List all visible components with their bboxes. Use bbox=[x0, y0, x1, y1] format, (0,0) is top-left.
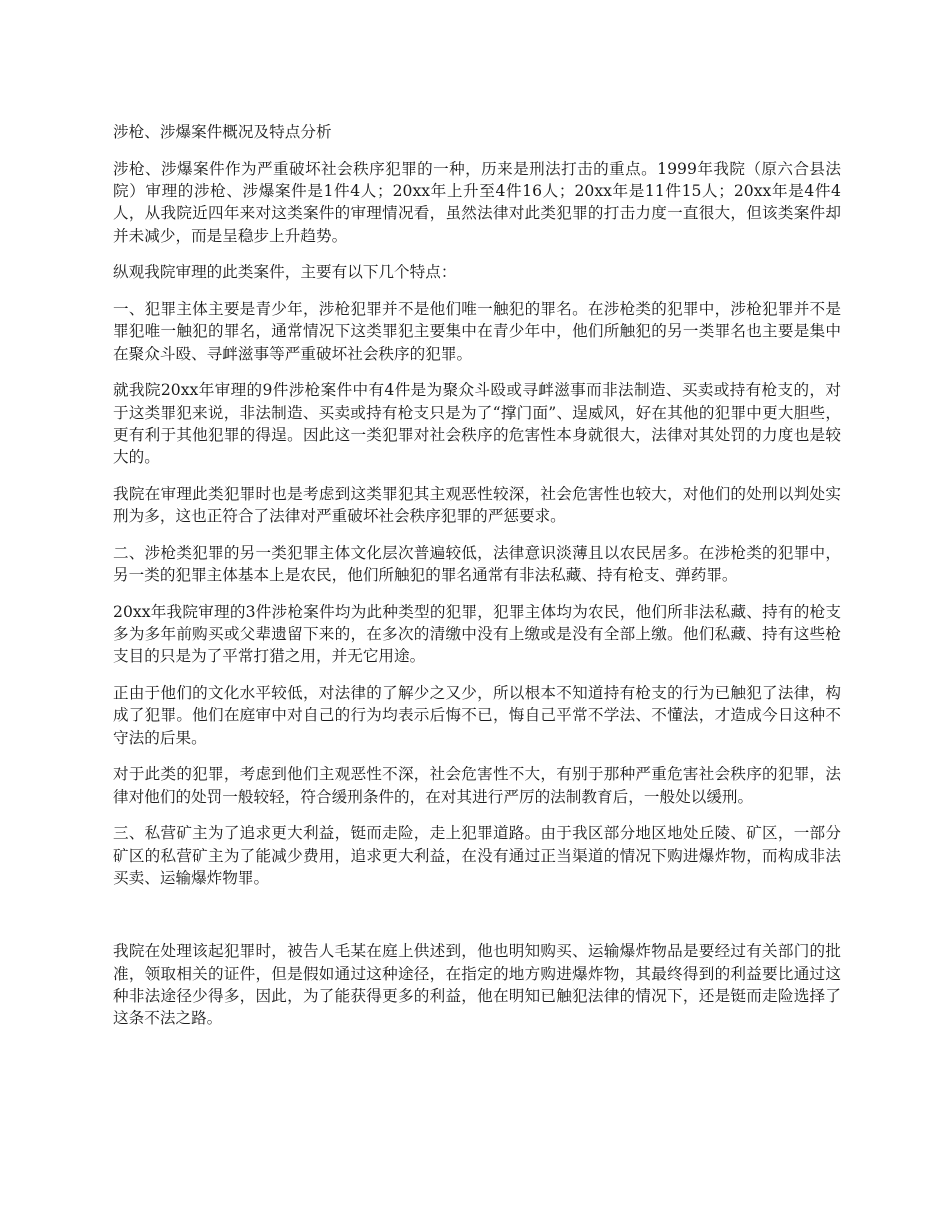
paragraph-feature-two-sentencing: 对于此类的犯罪，考虑到他们主观恶性不深，社会危害性不大，有别于那种严重危害社会秩序的犯罪，法律对他们的处罚一般较轻，符合缓刑条件的，在对其进行严厉的法制教育后，一般处以缓刑。 bbox=[113, 765, 841, 806]
paragraph-feature-one-sentencing: 我院在审理此类犯罪时也是考虑到这类罪犯其主观恶性较深，社会危害性也较大，对他们的处刑以判处实刑为多，这也正符合了法律对严重破坏社会秩序犯罪的严惩要求。 bbox=[113, 484, 841, 526]
document-page bbox=[113, 121, 841, 1044]
paragraph-feature-three: 三、私营矿主为了追求更大利益，铤而走险，走上犯罪道路。由于我区部分地区地处丘陵、矿区，一部分矿区的私营矿主为了能减少费用，追求更大利益，在没有通过正当渠道的情况下购进爆炸物，而构成非法买卖、运输爆炸物罪。 bbox=[113, 824, 841, 887]
paragraph-feature-two-example: 20xx年我院审理的3件涉枪案件均为此种类型的犯罪，犯罪主体均为农民，他们所非法私藏、持有的枪支多为多年前购买或父辈遗留下来的，在多次的清缴中没有上缴或是没有全部上缴。他们私藏、持有这些枪支目的只是为了平常打猎之用，并无它用途。 bbox=[113, 602, 841, 666]
paragraph-feature-one-example: 就我院20xx年审理的9件涉枪案件中有4件是为聚众斗殴或寻衅滋事而非法制造、买卖或持有枪支的，对于这类罪犯来说，非法制造、买卖或持有枪支只是为了“撑门面”、逞威风，好在其他的犯罪中更大胆些，更有利于其他犯罪的得逞。因此这一类犯罪对社会秩序的危害性本身就很大，法律对其处罚的力度也是较大的。 bbox=[113, 381, 841, 467]
paragraph-features-intro: 纵观我院审理的此类案件，主要有以下几个特点： bbox=[113, 263, 457, 282]
paragraph-feature-two: 二、涉枪类犯罪的另一类犯罪主体文化层次普遍较低，法律意识淡薄且以农民居多。在涉枪类的犯罪中，另一类的犯罪主体基本上是农民，他们所触犯的罪名通常有非法私藏、持有枪支、弹药罪。 bbox=[113, 543, 841, 585]
paragraph-feature-one: 一、犯罪主体主要是青少年，涉枪犯罪并不是他们唯一触犯的罪名。在涉枪类的犯罪中，涉枪犯罪并不是罪犯唯一触犯的罪名，通常情况下这类罪犯主要集中在青少年中，他们所触犯的另一类罪名也主要是集中在聚众斗殴、寻衅滋事等严重破坏社会秩序的犯罪。 bbox=[113, 299, 841, 363]
paragraph-feature-three-case: 我院在处理该起犯罪时，被告人毛某在庭上供述到，他也明知购买、运输爆炸物品是要经过有关部门的批准，领取相关的证件，但是假如通过这种途径，在指定的地方购进爆炸物，其最终得到的利益要比通过这种非法途径少得多，因此，为了能获得更多的利益，他在明知已触犯法律的情况下，还是铤而走险选择了这条不法之路。 bbox=[113, 942, 841, 1028]
paragraph-feature-two-awareness: 正由于他们的文化水平较低，对法律的了解少之又少，所以根本不知道持有枪支的行为已触犯了法律，构成了犯罪。他们在庭审中对自己的行为均表示后悔不已，悔自己平常不学法、不懂法，才造成今日这种不守法的后果。 bbox=[113, 684, 841, 747]
paragraph-overview: 涉枪、涉爆案件作为严重破坏社会秩序犯罪的一种，历来是刑法打击的重点。1999年我院（原六合县法院）审理的涉枪、涉爆案件是1件4人；20xx年上升至4件16人；20xx年是11件15人；20xx年是4件4人，从我院近四年来对这类案件的审理情况看，虽然法律对此类犯罪的打击力度一直很大，但该类案件却并未减少，而是呈稳步上升趋势。 bbox=[113, 159, 841, 245]
document-title: 涉枪、涉爆案件概况及特点分析 bbox=[113, 123, 332, 141]
blank-line bbox=[113, 904, 841, 926]
